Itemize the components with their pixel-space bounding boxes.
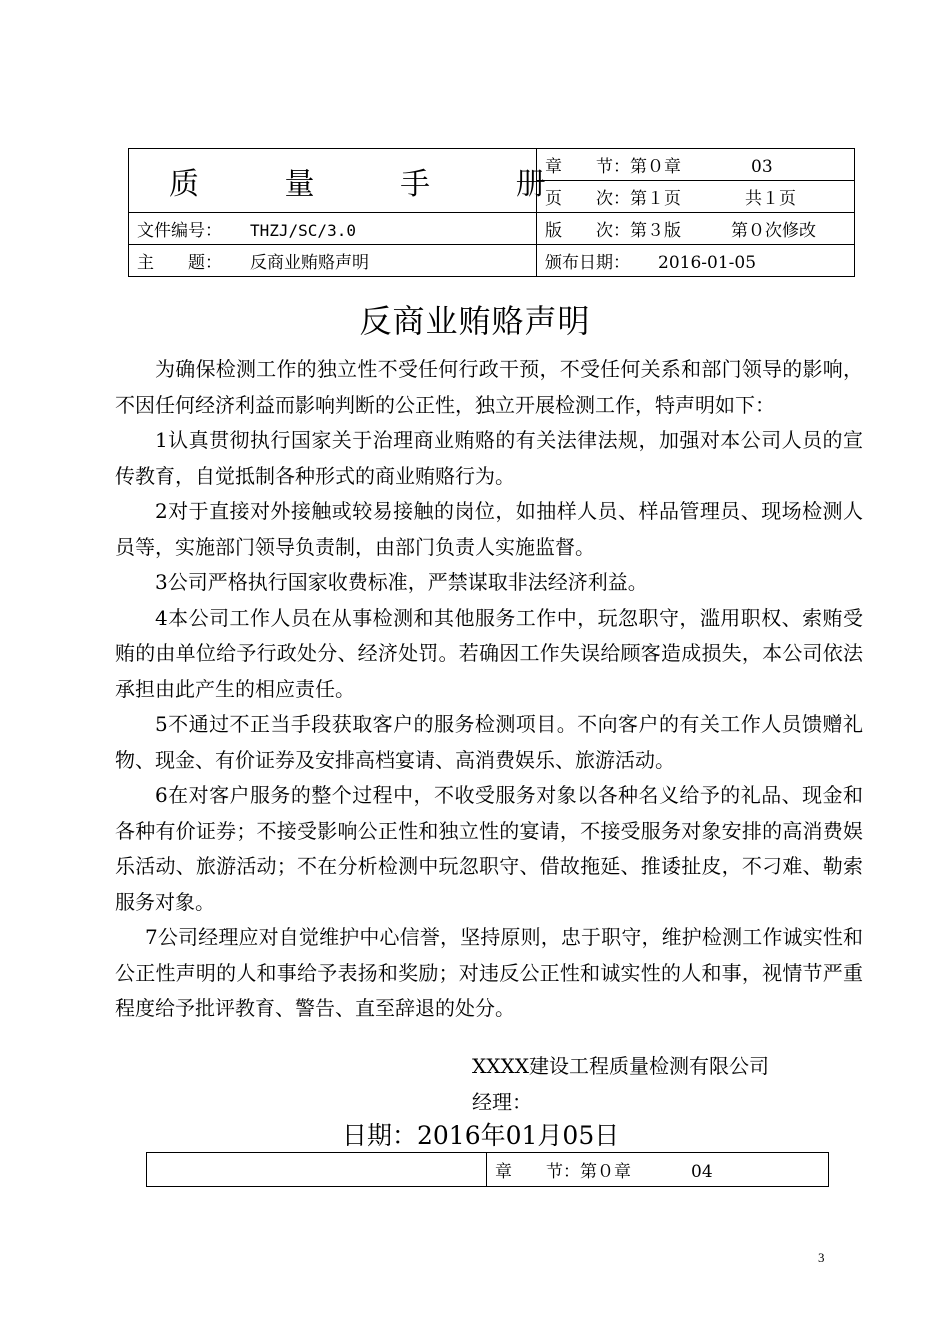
company-name: XXXX建设工程质量检测有限公司 — [472, 1054, 769, 1078]
clause-7: 7公司经理应对自觉维护中心信誉，坚持原则，忠于职守，维护检测工作诚实性和公正性声明的人和事给予表扬和奖励；对违反公正性和诚实性的人和事，视情节严重程度给予批评教育、警告、直至辞退的处分。 — [115, 925, 863, 1020]
clause-4: 4本公司工作人员在从事检测和其他服务工作中，玩忽职守，滥用职权、索贿受贿的由单位给予行政处分、经济处罚。若确因工作失误给顾客造成损失，本公司依法承担由此产生的相应责任。 — [115, 605, 863, 701]
revision-value: 第０次修改 — [731, 221, 816, 241]
header-table — [128, 148, 855, 277]
footer-table — [146, 1152, 829, 1187]
doc-number-value: THZJ/SC/3.0 — [250, 221, 356, 240]
page-label: 页 次：第１页 — [545, 189, 681, 209]
subject-value: 反商业贿赂声明 — [250, 253, 369, 273]
manual-title: 质 量 手 册 — [129, 149, 537, 213]
page-total: 共１页 — [745, 189, 796, 209]
subject-cell — [129, 245, 537, 277]
edition-label: 版 次：第３版 — [545, 221, 681, 241]
clause-2: 2对于直接对外接触或较易接触的岗位，如抽样人员、样品管理员、现场检测人员等，实施部门领导负责制，由部门负责人实施监督。 — [115, 499, 863, 559]
chapter-cell — [537, 149, 855, 181]
edition-cell — [537, 213, 855, 245]
page-number: 3 — [818, 1250, 825, 1265]
doc-number-cell — [129, 213, 537, 245]
footer-chapter-cell — [487, 1153, 829, 1187]
clause-3: 3公司严格执行国家收费标准，严禁谋取非法经济利益。 — [155, 570, 648, 594]
chapter-number: 03 — [751, 157, 773, 177]
issue-date-cell — [537, 245, 855, 277]
footer-chapter-number: 04 — [691, 1162, 713, 1182]
signature-date: 日期：2016年01月05日 — [342, 1121, 620, 1150]
statement-body — [115, 352, 863, 1027]
footer-empty-cell — [147, 1153, 487, 1187]
subject-label: 主 题： — [137, 253, 222, 273]
clause-5: 5不通过不正当手段获取客户的服务检测项目。不向客户的有关工作人员馈赠礼物、现金、有价证券及安排高档宴请、高消费娱乐、旅游活动。 — [115, 712, 863, 772]
document-title: 反商业贿赂声明 — [359, 302, 591, 340]
clause-6: 6在对客户服务的整个过程中，不收受服务对象以各种名义给予的礼品、现金和各种有价证券；不接受影响公正性和独立性的宴请，不接受服务对象安排的高消费娱乐活动、旅游活动；不在分析检测中玩忽职守、借故拖延、推诿扯皮，不刁难、勒索服务对象。 — [115, 783, 863, 914]
issue-date-value: 2016-01-05 — [658, 253, 757, 273]
footer-chapter-label: 章 节：第０章 — [495, 1162, 631, 1182]
manager-label: 经理： — [472, 1090, 532, 1114]
clause-1: 1认真贯彻执行国家关于治理商业贿赂的有关法律法规，加强对本公司人员的宣传教育，自觉抵制各种形式的商业贿赂行为。 — [115, 428, 863, 488]
issue-date-label: 颁布日期： — [545, 253, 630, 273]
chapter-label: 章 节：第０章 — [545, 157, 681, 177]
doc-number-label: 文件编号： — [137, 221, 222, 241]
page-cell — [537, 181, 855, 213]
intro-paragraph: 为确保检测工作的独立性不受任何行政干预，不受任何关系和部门领导的影响，不因任何经济利益而影响判断的公正性，独立开展检测工作，特声明如下： — [115, 357, 863, 417]
